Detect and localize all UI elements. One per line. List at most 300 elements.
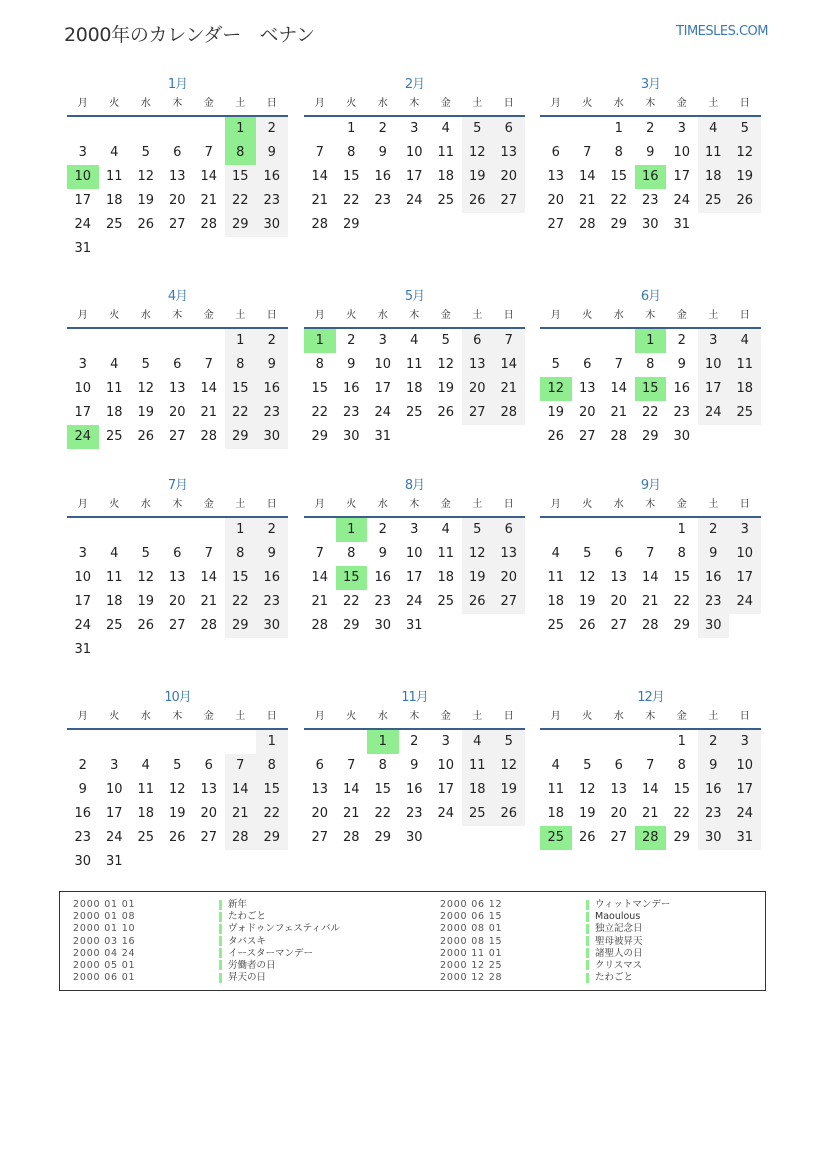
weekday-label: 日: [503, 310, 514, 321]
day-cell: 12: [437, 357, 455, 372]
month-name: 2月: [404, 77, 425, 92]
day-cell: 18: [437, 169, 455, 184]
holiday-day-cell: 1: [336, 518, 368, 542]
day-grid: [540, 518, 761, 638]
day-cell: 13: [168, 169, 186, 184]
day-cell: 30: [698, 614, 730, 638]
holiday-name: 諸聖人の日: [595, 947, 643, 959]
day-cell: 27: [547, 217, 565, 232]
day-cell: 18: [105, 594, 123, 609]
day-cell: 18: [547, 594, 565, 609]
day-cell: 29: [342, 217, 360, 232]
day-cell: 6: [614, 546, 623, 561]
day-cell: 25: [137, 830, 155, 845]
day-cell: 31: [405, 618, 423, 633]
day-cell: 2: [256, 117, 288, 141]
month-calendar: [304, 73, 525, 237]
day-cell: 28: [200, 618, 218, 633]
day-cell: 14: [311, 570, 329, 585]
day-cell: 14: [342, 782, 360, 797]
day-cell: 23: [698, 590, 730, 614]
weekday-label: 火: [109, 98, 120, 109]
month-name: 4月: [167, 289, 188, 304]
empty-cell: [67, 518, 99, 542]
day-cell: 27: [610, 830, 628, 845]
day-cell: 26: [437, 405, 455, 420]
day-cell: 28: [200, 429, 218, 444]
day-cell: 29: [610, 217, 628, 232]
day-cell: 17: [374, 381, 392, 396]
day-grid: [67, 117, 288, 261]
empty-cell: [162, 117, 194, 141]
holiday-marker-icon: [586, 912, 589, 922]
day-cell: 17: [729, 566, 761, 590]
day-cell: 24: [405, 193, 423, 208]
day-cell: 10: [729, 754, 761, 778]
brand-logo[interactable]: TIMESLES.COM: [676, 24, 768, 39]
month-name: 7月: [167, 478, 188, 493]
day-cell: 20: [493, 566, 525, 590]
day-cell: 28: [311, 217, 329, 232]
day-cell: 6: [173, 546, 182, 561]
weekday-label: 金: [440, 499, 451, 510]
day-cell: 22: [225, 401, 257, 425]
weekday-label: 土: [708, 98, 719, 109]
day-cell: 28: [311, 618, 329, 633]
holiday-day-cell: 10: [67, 165, 99, 189]
day-cell: 24: [698, 401, 730, 425]
day-cell: 16: [374, 169, 392, 184]
day-cell: 7: [583, 145, 592, 160]
day-cell: 7: [315, 546, 324, 561]
empty-cell: [603, 329, 635, 353]
weekday-header: [304, 93, 525, 117]
month-calendar: [304, 474, 525, 638]
day-cell: 16: [256, 566, 288, 590]
weekday-label: 月: [550, 711, 561, 722]
day-cell: 4: [110, 145, 119, 160]
day-cell: 30: [256, 213, 288, 237]
day-cell: 8: [677, 758, 686, 773]
day-cell: 22: [610, 193, 628, 208]
day-cell: 15: [673, 570, 691, 585]
day-cell: 16: [74, 806, 92, 821]
empty-cell: [225, 730, 257, 754]
legend-row: [440, 960, 670, 972]
day-cell: 15: [342, 169, 360, 184]
day-cell: 6: [462, 329, 494, 353]
holiday-day-cell: 15: [635, 377, 667, 401]
day-cell: 22: [374, 806, 392, 821]
weekday-label: 金: [203, 711, 214, 722]
day-cell: 9: [256, 542, 288, 566]
day-cell: 7: [315, 145, 324, 160]
weekday-label: 木: [172, 711, 183, 722]
day-cell: 11: [105, 169, 123, 184]
empty-cell: [304, 518, 336, 542]
weekday-label: 金: [676, 711, 687, 722]
day-cell: 29: [641, 429, 659, 444]
day-cell: 18: [729, 377, 761, 401]
day-cell: 20: [168, 594, 186, 609]
holiday-name: Maoulous: [595, 911, 641, 923]
holiday-date: 2000 06 15: [440, 911, 503, 923]
weekday-label: 月: [314, 98, 325, 109]
weekday-label: 日: [503, 499, 514, 510]
day-cell: 8: [378, 758, 387, 773]
day-cell: 15: [256, 778, 288, 802]
day-cell: 21: [200, 594, 218, 609]
day-cell: 18: [437, 570, 455, 585]
weekday-label: 木: [409, 310, 420, 321]
empty-cell: [130, 518, 162, 542]
day-cell: 3: [78, 546, 87, 561]
day-cell: 6: [583, 357, 592, 372]
weekday-label: 月: [77, 499, 88, 510]
day-cell: 12: [462, 141, 494, 165]
day-cell: 25: [437, 594, 455, 609]
weekday-header: [540, 305, 761, 329]
legend-column-left: [73, 899, 340, 984]
holiday-date: 2000 06 12: [440, 899, 503, 910]
day-cell: 12: [137, 169, 155, 184]
holiday-name: 聖母被昇天: [595, 935, 643, 947]
day-cell: 17: [74, 405, 92, 420]
day-cell: 9: [646, 145, 655, 160]
day-cell: 4: [698, 117, 730, 141]
holiday-date: 2000 11 01: [440, 947, 503, 959]
month-name: 8月: [404, 478, 425, 493]
day-cell: 12: [137, 570, 155, 585]
day-cell: 8: [347, 546, 356, 561]
weekday-label: 月: [77, 711, 88, 722]
day-cell: 28: [578, 217, 596, 232]
day-cell: 6: [551, 145, 560, 160]
day-cell: 17: [437, 782, 455, 797]
day-cell: 1: [256, 730, 288, 754]
day-cell: 29: [225, 213, 257, 237]
day-cell: 27: [493, 590, 525, 614]
weekday-label: 水: [377, 98, 388, 109]
weekday-label: 土: [472, 310, 483, 321]
empty-cell: [162, 329, 194, 353]
month-calendar: [304, 285, 525, 449]
holiday-name: たわごと: [228, 911, 267, 923]
empty-cell: [99, 117, 131, 141]
weekday-label: 日: [739, 310, 750, 321]
day-cell: 25: [105, 217, 123, 232]
weekday-header: [304, 305, 525, 329]
day-cell: 30: [74, 854, 92, 869]
day-cell: 29: [225, 425, 257, 449]
holiday-name: たわごと: [595, 972, 634, 984]
day-cell: 12: [493, 754, 525, 778]
weekday-label: 金: [440, 98, 451, 109]
weekday-label: 火: [109, 711, 120, 722]
holiday-date: 2000 01 10: [73, 923, 136, 935]
weekday-label: 水: [377, 711, 388, 722]
day-cell: 15: [610, 169, 628, 184]
holiday-marker-icon: [586, 960, 589, 970]
day-cell: 13: [547, 169, 565, 184]
day-cell: 9: [410, 758, 419, 773]
day-cell: 21: [641, 806, 659, 821]
weekday-label: 火: [582, 711, 593, 722]
day-cell: 30: [641, 217, 659, 232]
holiday-marker-icon: [586, 924, 589, 934]
weekday-label: 土: [472, 499, 483, 510]
day-cell: 24: [74, 217, 92, 232]
day-cell: 1: [677, 522, 686, 537]
weekday-label: 月: [314, 310, 325, 321]
day-cell: 8: [677, 546, 686, 561]
weekday-label: 日: [739, 499, 750, 510]
weekday-label: 水: [377, 499, 388, 510]
weekday-label: 木: [409, 98, 420, 109]
day-cell: 4: [110, 546, 119, 561]
day-cell: 12: [729, 141, 761, 165]
empty-cell: [130, 730, 162, 754]
day-cell: 21: [200, 193, 218, 208]
holiday-marker-icon: [586, 936, 589, 946]
day-cell: 4: [410, 333, 419, 348]
day-cell: 4: [110, 357, 119, 372]
day-cell: 29: [225, 614, 257, 638]
weekday-label: 火: [346, 98, 357, 109]
day-cell: 3: [410, 121, 419, 136]
day-cell: 3: [677, 121, 686, 136]
day-cell: 15: [311, 381, 329, 396]
day-cell: 13: [200, 782, 218, 797]
day-cell: 15: [673, 782, 691, 797]
day-cell: 31: [729, 826, 761, 850]
holiday-legend: [59, 891, 766, 991]
day-cell: 11: [437, 145, 455, 160]
day-cell: 21: [641, 594, 659, 609]
weekday-label: 月: [550, 98, 561, 109]
empty-cell: [67, 730, 99, 754]
day-cell: 3: [78, 357, 87, 372]
day-cell: 16: [374, 570, 392, 585]
day-cell: 7: [204, 546, 213, 561]
day-cell: 10: [437, 758, 455, 773]
day-cell: 20: [200, 806, 218, 821]
day-cell: 28: [342, 830, 360, 845]
weekday-header: [304, 494, 525, 518]
holiday-marker-icon: [586, 973, 589, 983]
empty-cell: [193, 730, 225, 754]
empty-cell: [540, 730, 572, 754]
weekday-label: 金: [440, 310, 451, 321]
day-cell: 26: [137, 429, 155, 444]
day-grid: [304, 518, 525, 638]
day-cell: 11: [405, 357, 423, 372]
holiday-date: 2000 08 01: [440, 923, 503, 935]
holiday-name: 新年: [228, 899, 248, 910]
day-cell: 9: [378, 145, 387, 160]
empty-cell: [635, 730, 667, 754]
day-cell: 23: [405, 806, 423, 821]
day-cell: 3: [698, 329, 730, 353]
day-cell: 4: [729, 329, 761, 353]
day-cell: 4: [462, 730, 494, 754]
holiday-name: 独立記念日: [595, 923, 643, 935]
day-cell: 14: [641, 782, 659, 797]
day-cell: 9: [378, 546, 387, 561]
day-cell: 8: [315, 357, 324, 372]
day-cell: 26: [168, 830, 186, 845]
day-cell: 27: [168, 217, 186, 232]
day-cell: 8: [225, 353, 257, 377]
day-cell: 27: [462, 401, 494, 425]
day-cell: 19: [578, 594, 596, 609]
day-cell: 10: [374, 357, 392, 372]
day-cell: 6: [493, 117, 525, 141]
empty-cell: [99, 730, 131, 754]
day-cell: 27: [168, 618, 186, 633]
month-name: 9月: [640, 478, 661, 493]
day-cell: 4: [551, 546, 560, 561]
day-cell: 21: [225, 802, 257, 826]
day-cell: 10: [405, 145, 423, 160]
holiday-date: 2000 01 08: [73, 911, 136, 923]
day-cell: 31: [673, 217, 691, 232]
day-cell: 2: [347, 333, 356, 348]
day-cell: 5: [493, 730, 525, 754]
day-cell: 3: [110, 758, 119, 773]
empty-cell: [99, 518, 131, 542]
day-cell: 2: [698, 730, 730, 754]
month-calendar: [67, 285, 288, 449]
day-cell: 22: [311, 405, 329, 420]
day-cell: 27: [311, 830, 329, 845]
weekday-label: 火: [109, 499, 120, 510]
weekday-label: 木: [645, 310, 656, 321]
day-cell: 24: [673, 193, 691, 208]
weekday-header: [540, 494, 761, 518]
day-cell: 13: [168, 570, 186, 585]
weekday-label: 日: [739, 711, 750, 722]
day-cell: 27: [200, 830, 218, 845]
day-cell: 25: [547, 618, 565, 633]
day-cell: 11: [547, 782, 565, 797]
legend-row: [440, 911, 670, 923]
empty-cell: [540, 117, 572, 141]
day-cell: 22: [342, 193, 360, 208]
day-cell: 30: [374, 618, 392, 633]
day-cell: 26: [578, 618, 596, 633]
day-cell: 16: [405, 782, 423, 797]
weekday-label: 土: [708, 310, 719, 321]
day-cell: 15: [374, 782, 392, 797]
day-cell: 12: [578, 570, 596, 585]
month-calendar: [540, 474, 761, 638]
day-cell: 30: [698, 826, 730, 850]
weekday-label: 金: [676, 98, 687, 109]
month-calendar: [304, 686, 525, 850]
day-cell: 19: [578, 806, 596, 821]
day-cell: 20: [578, 405, 596, 420]
day-cell: 8: [646, 357, 655, 372]
day-cell: 29: [311, 429, 329, 444]
weekday-label: 月: [77, 98, 88, 109]
day-cell: 23: [673, 405, 691, 420]
day-cell: 7: [225, 754, 257, 778]
weekday-header: [67, 706, 288, 730]
day-cell: 29: [673, 618, 691, 633]
weekday-label: 土: [235, 98, 246, 109]
day-cell: 8: [614, 145, 623, 160]
empty-cell: [540, 518, 572, 542]
day-cell: 13: [462, 353, 494, 377]
day-cell: 12: [462, 542, 494, 566]
month-calendar: [67, 474, 288, 662]
day-cell: 31: [374, 429, 392, 444]
day-cell: 5: [441, 333, 450, 348]
holiday-day-cell: 15: [336, 566, 368, 590]
day-cell: 3: [441, 734, 450, 749]
weekday-label: 土: [235, 711, 246, 722]
day-cell: 20: [610, 806, 628, 821]
day-cell: 18: [405, 381, 423, 396]
day-cell: 14: [610, 381, 628, 396]
day-cell: 22: [256, 802, 288, 826]
weekday-label: 日: [266, 98, 277, 109]
day-cell: 21: [311, 193, 329, 208]
day-cell: 28: [200, 217, 218, 232]
day-cell: 19: [137, 405, 155, 420]
empty-cell: [572, 730, 604, 754]
weekday-label: 水: [613, 310, 624, 321]
day-cell: 13: [578, 381, 596, 396]
day-cell: 9: [677, 357, 686, 372]
weekday-label: 木: [172, 98, 183, 109]
day-cell: 3: [729, 730, 761, 754]
weekday-label: 月: [77, 310, 88, 321]
weekday-label: 金: [676, 499, 687, 510]
weekday-label: 火: [582, 499, 593, 510]
day-cell: 14: [578, 169, 596, 184]
legend-row: [73, 960, 340, 972]
day-cell: 6: [173, 145, 182, 160]
day-grid: [304, 117, 525, 237]
day-cell: 25: [105, 618, 123, 633]
holiday-date: 2000 08 15: [440, 935, 503, 947]
day-cell: 13: [610, 782, 628, 797]
month-name: 6月: [640, 289, 661, 304]
day-grid: [67, 518, 288, 662]
holiday-date: 2000 03 16: [73, 935, 136, 947]
weekday-label: 木: [645, 98, 656, 109]
day-cell: 20: [462, 377, 494, 401]
day-cell: 2: [677, 333, 686, 348]
day-cell: 23: [74, 830, 92, 845]
day-cell: 10: [105, 782, 123, 797]
empty-cell: [603, 518, 635, 542]
day-cell: 4: [441, 522, 450, 537]
empty-cell: [572, 329, 604, 353]
weekday-header: [67, 494, 288, 518]
day-cell: 2: [410, 734, 419, 749]
weekday-label: 日: [503, 711, 514, 722]
day-cell: 17: [405, 570, 423, 585]
weekday-label: 月: [550, 310, 561, 321]
holiday-date: 2000 01 01: [73, 899, 136, 910]
day-cell: 28: [641, 618, 659, 633]
day-cell: 17: [74, 594, 92, 609]
day-cell: 21: [610, 405, 628, 420]
month-calendar: [540, 285, 761, 449]
